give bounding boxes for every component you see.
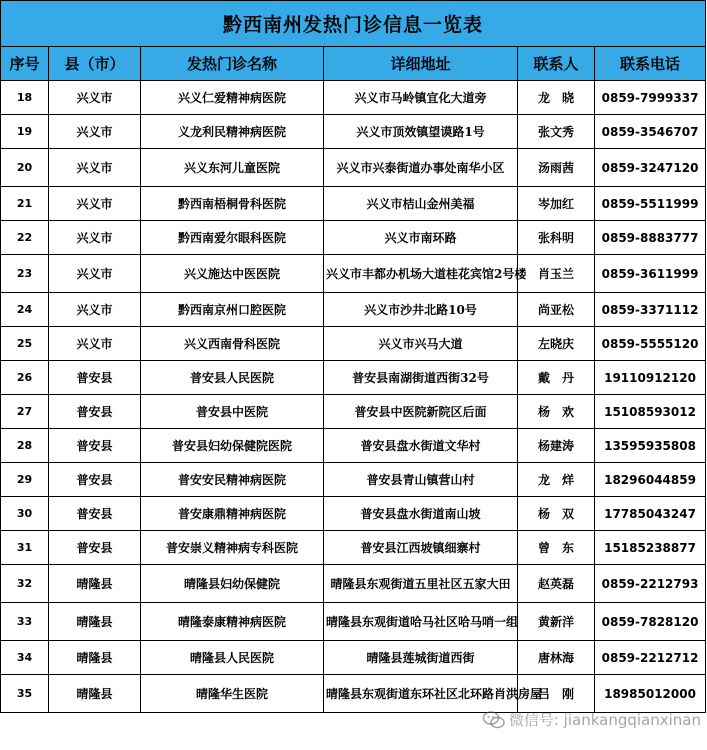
cell-county: 兴义市 [49, 115, 141, 149]
cell-contact: 龙 烊 [518, 463, 595, 497]
cell-contact: 龙 晓 [518, 81, 595, 115]
cell-clinic-name: 兴义东河儿童医院 [141, 149, 324, 187]
cell-phone: 0859-2212793 [595, 565, 706, 603]
cell-clinic-name: 兴义西南骨科医院 [141, 327, 324, 361]
cell-contact: 唐林海 [518, 641, 595, 675]
cell-phone: 0859-2212712 [595, 641, 706, 675]
cell-number: 18 [1, 81, 49, 115]
cell-contact: 杨 欢 [518, 395, 595, 429]
cell-clinic-name: 兴义仁爱精神病医院 [141, 81, 324, 115]
cell-number: 26 [1, 361, 49, 395]
cell-address: 晴隆县莲城街道西街 [324, 641, 518, 675]
cell-county: 兴义市 [49, 81, 141, 115]
cell-county: 兴义市 [49, 255, 141, 293]
cell-number: 19 [1, 115, 49, 149]
cell-phone: 19110912120 [595, 361, 706, 395]
header-address: 详细地址 [324, 47, 518, 81]
cell-clinic-name: 黔西南梧桐骨科医院 [141, 187, 324, 221]
header-contact: 联系人 [518, 47, 595, 81]
cell-county: 兴义市 [49, 149, 141, 187]
table-row [1, 255, 706, 293]
cell-clinic-name: 晴隆华生医院 [141, 675, 324, 713]
cell-number: 34 [1, 641, 49, 675]
cell-contact: 戴 丹 [518, 361, 595, 395]
cell-number: 30 [1, 497, 49, 531]
cell-clinic-name: 义龙利民精神病医院 [141, 115, 324, 149]
cell-clinic-name: 普安县人民医院 [141, 361, 324, 395]
cell-number: 25 [1, 327, 49, 361]
table-row [1, 327, 706, 361]
cell-address: 兴义市桔山金州美福 [324, 187, 518, 221]
cell-county: 普安县 [49, 395, 141, 429]
cell-clinic-name: 黔西南京州口腔医院 [141, 293, 324, 327]
cell-contact: 左晓庆 [518, 327, 595, 361]
cell-clinic-name: 晴隆泰康精神病医院 [141, 603, 324, 641]
cell-address: 兴义市丰都办机场大道桂花宾馆2号楼 [324, 255, 518, 293]
cell-address: 普安县盘水街道南山坡 [324, 497, 518, 531]
table-title: 黔西南州发热门诊信息一览表 [1, 1, 706, 47]
cell-county: 普安县 [49, 497, 141, 531]
cell-phone: 17785043247 [595, 497, 706, 531]
cell-number: 33 [1, 603, 49, 641]
cell-address: 普安县中医院新院区后面 [324, 395, 518, 429]
cell-contact: 尚亚松 [518, 293, 595, 327]
cell-address: 普安县南湖街道西街32号 [324, 361, 518, 395]
cell-county: 兴义市 [49, 327, 141, 361]
table-row [1, 115, 706, 149]
table-row [1, 361, 706, 395]
cell-phone: 15108593012 [595, 395, 706, 429]
cell-clinic-name: 普安康鼎精神病医院 [141, 497, 324, 531]
cell-address: 兴义市南环路 [324, 221, 518, 255]
cell-address: 晴隆县东观街道五里社区五家大田 [324, 565, 518, 603]
cell-county: 兴义市 [49, 293, 141, 327]
cell-number: 31 [1, 531, 49, 565]
cell-clinic-name: 普安县妇幼保健院医院 [141, 429, 324, 463]
table-row [1, 463, 706, 497]
cell-clinic-name: 晴隆县妇幼保健院 [141, 565, 324, 603]
header-row [1, 47, 706, 81]
table-body [1, 81, 706, 713]
cell-phone: 15185238877 [595, 531, 706, 565]
table-row [1, 149, 706, 187]
cell-phone: 0859-3611999 [595, 255, 706, 293]
table-row [1, 429, 706, 463]
cell-phone: 13595935808 [595, 429, 706, 463]
header-phone: 联系电话 [595, 47, 706, 81]
cell-address: 普安县江西坡镇细寨村 [324, 531, 518, 565]
cell-contact: 张科明 [518, 221, 595, 255]
cell-phone: 0859-3247120 [595, 149, 706, 187]
cell-county: 兴义市 [49, 221, 141, 255]
wechat-icon [483, 711, 505, 729]
cell-number: 23 [1, 255, 49, 293]
cell-phone: 0859-7999337 [595, 81, 706, 115]
cell-number: 27 [1, 395, 49, 429]
cell-contact: 肖玉兰 [518, 255, 595, 293]
cell-address: 兴义市马岭镇宜化大道旁 [324, 81, 518, 115]
cell-phone: 18296044859 [595, 463, 706, 497]
table-row [1, 603, 706, 641]
cell-contact: 吕 刚 [518, 675, 595, 713]
cell-number: 29 [1, 463, 49, 497]
table-row [1, 293, 706, 327]
cell-address: 兴义市沙井北路10号 [324, 293, 518, 327]
cell-number: 24 [1, 293, 49, 327]
cell-county: 普安县 [49, 463, 141, 497]
cell-county: 普安县 [49, 531, 141, 565]
cell-county: 晴隆县 [49, 641, 141, 675]
cell-address: 兴义市兴马大道 [324, 327, 518, 361]
cell-number: 22 [1, 221, 49, 255]
cell-phone: 0859-3371112 [595, 293, 706, 327]
cell-clinic-name: 普安崇义精神病专科医院 [141, 531, 324, 565]
table-row [1, 221, 706, 255]
table-row [1, 675, 706, 713]
table-row [1, 81, 706, 115]
cell-county: 晴隆县 [49, 675, 141, 713]
cell-county: 普安县 [49, 361, 141, 395]
cell-address: 晴隆县东观街道东环社区北环路肖洪房屋 [324, 675, 518, 713]
cell-phone: 18985012000 [595, 675, 706, 713]
cell-contact: 张文秀 [518, 115, 595, 149]
table-row [1, 187, 706, 221]
table-row [1, 497, 706, 531]
cell-contact: 岑加红 [518, 187, 595, 221]
header-clinic-name: 发热门诊名称 [141, 47, 324, 81]
cell-contact: 曾 东 [518, 531, 595, 565]
cell-address: 晴隆县东观街道哈马社区哈马哨一组 [324, 603, 518, 641]
cell-clinic-name: 普安县中医院 [141, 395, 324, 429]
cell-phone: 0859-7828120 [595, 603, 706, 641]
watermark-text: 微信号: jiankangqianxinan [508, 711, 701, 729]
cell-county: 普安县 [49, 429, 141, 463]
cell-contact: 汤雨茜 [518, 149, 595, 187]
cell-county: 晴隆县 [49, 565, 141, 603]
cell-number: 28 [1, 429, 49, 463]
table-row [1, 395, 706, 429]
header-county: 县（市） [49, 47, 141, 81]
cell-number: 20 [1, 149, 49, 187]
cell-contact: 赵英磊 [518, 565, 595, 603]
cell-address: 兴义市兴泰街道办事处南华小区 [324, 149, 518, 187]
cell-contact: 黄新洋 [518, 603, 595, 641]
cell-phone: 0859-3546707 [595, 115, 706, 149]
cell-clinic-name: 黔西南爱尔眼科医院 [141, 221, 324, 255]
cell-contact: 杨 双 [518, 497, 595, 531]
cell-phone: 0859-5555120 [595, 327, 706, 361]
cell-number: 35 [1, 675, 49, 713]
cell-phone: 0859-5511999 [595, 187, 706, 221]
cell-clinic-name: 兴义施达中医医院 [141, 255, 324, 293]
cell-address: 普安县盘水街道文华村 [324, 429, 518, 463]
cell-contact: 杨建涛 [518, 429, 595, 463]
cell-county: 兴义市 [49, 187, 141, 221]
header-number: 序号 [1, 47, 49, 81]
cell-clinic-name: 普安安民精神病医院 [141, 463, 324, 497]
cell-county: 晴隆县 [49, 603, 141, 641]
cell-number: 21 [1, 187, 49, 221]
cell-phone: 0859-8883777 [595, 221, 706, 255]
cell-clinic-name: 晴隆县人民医院 [141, 641, 324, 675]
cell-address: 普安县青山镇营山村 [324, 463, 518, 497]
table-row [1, 641, 706, 675]
table-row [1, 565, 706, 603]
cell-address: 兴义市顶效镇望谟路1号 [324, 115, 518, 149]
table-row [1, 531, 706, 565]
cell-number: 32 [1, 565, 49, 603]
